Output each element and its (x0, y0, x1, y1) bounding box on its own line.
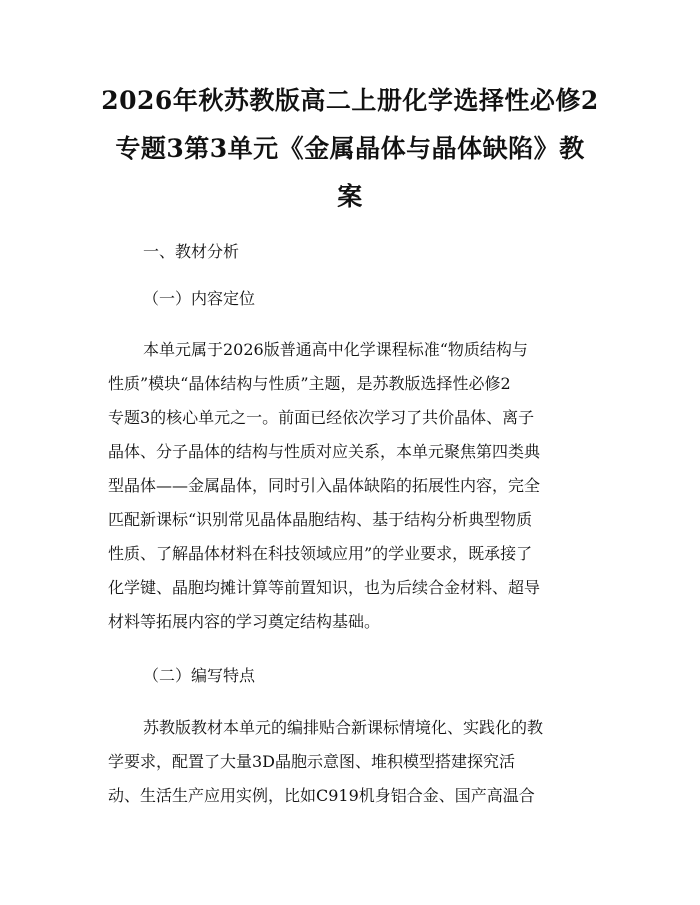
paragraph-line: 型晶体——金属晶体，同时引入晶体缺陷的拓展性内容，完全 (108, 476, 541, 495)
paragraph-line: 晶体、分子晶体的结构与性质对应关系，本单元聚焦第四类典 (108, 442, 541, 461)
document-title-line-2: 专题3第3单元《金属晶体与晶体缺陷》教 (115, 134, 585, 163)
paragraph-line: 学要求，配置了大量3D晶胞示意图、堆积模型搭建探究活 (108, 752, 516, 771)
paragraph-line: 化学键、晶胞均摊计算等前置知识，也为后续合金材料、超导 (108, 578, 541, 597)
paragraph-line: 苏教版教材本单元的编排贴合新课标情境化、实践化的教 (143, 718, 544, 737)
paragraph-line: 专题3的核心单元之一。前面已经依次学习了共价晶体、离子 (108, 408, 535, 427)
paragraph-line: 性质”模块“晶体结构与性质”主题，是苏教版选择性必修2 (108, 374, 511, 393)
paragraph-line: 匹配新课标“识别常见晶体晶胞结构、基于结构分析典型物质 (108, 510, 533, 529)
paragraph-content-positioning (108, 333, 594, 639)
paragraph-line: 动、生活生产应用实例，比如C919机身铝合金、国产高温合 (108, 786, 535, 805)
paragraph-line: 性质、了解晶体材料在科技领域应用”的学业要求，既承接了 (108, 544, 533, 563)
paragraph-writing-features (108, 711, 594, 813)
document-title-line-1: 2026年秋苏教版高二上册化学选择性必修2 (101, 86, 599, 115)
paragraph-line: 材料等拓展内容的学习奠定结构基础。 (108, 612, 381, 631)
subsection-heading-content-positioning: （一）内容定位 (143, 289, 256, 308)
paragraph-line: 本单元属于2026版普通高中化学课程标准“物质结构与 (143, 340, 528, 359)
document-title-line-3: 案 (337, 182, 363, 211)
section-heading-textbook-analysis: 一、教材分析 (143, 242, 240, 261)
subsection-heading-writing-features: （二）编写特点 (143, 666, 256, 685)
